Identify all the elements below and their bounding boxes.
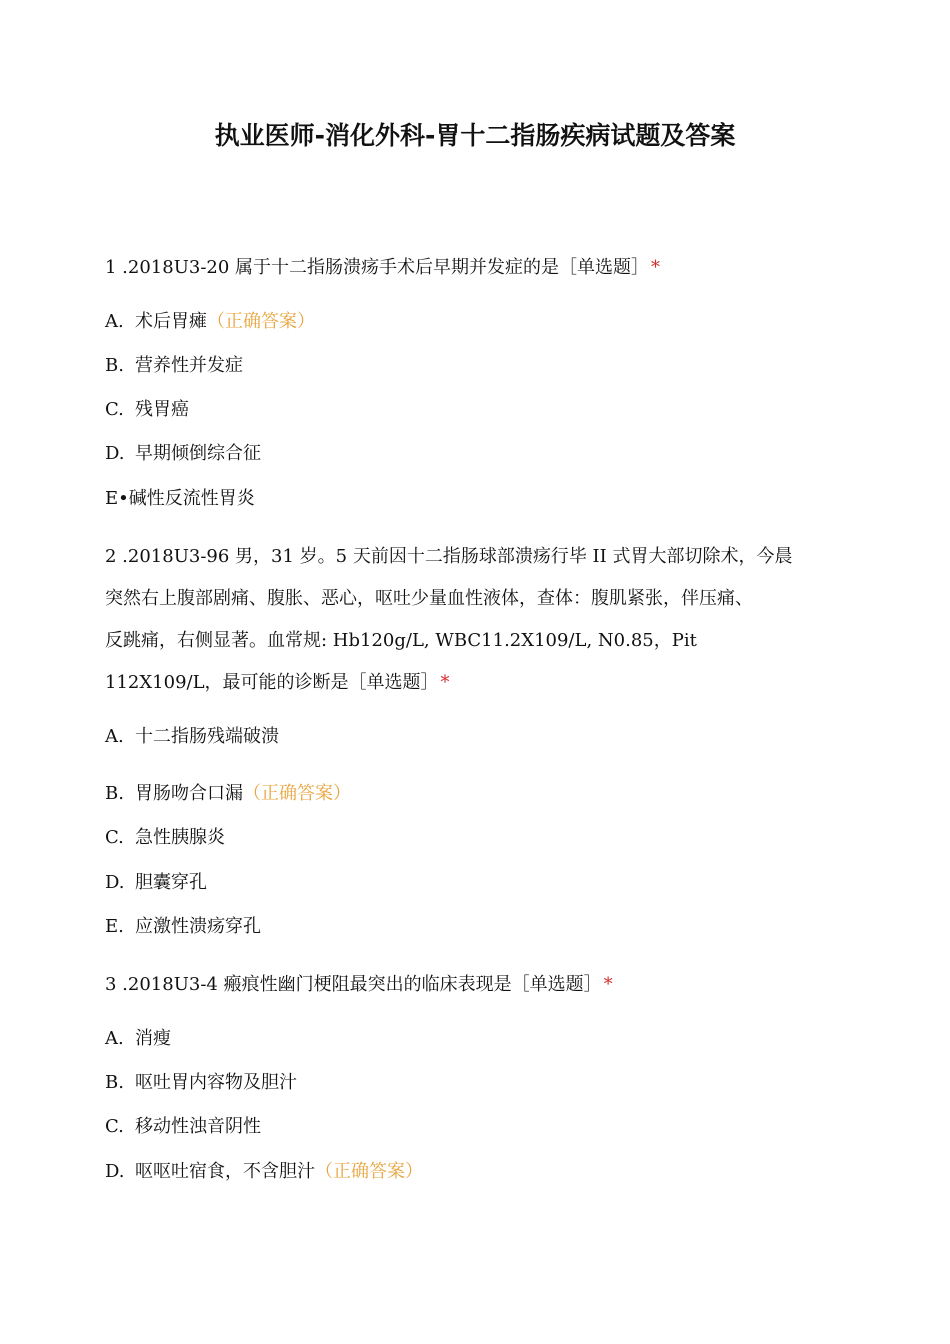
option-text: 早期倾倒综合征 bbox=[135, 443, 261, 464]
question-2-option-e bbox=[105, 914, 261, 940]
option-text: 呕呕吐宿食，不含胆汁 bbox=[135, 1161, 315, 1182]
question-1-option-b bbox=[105, 353, 243, 379]
required-asterisk: * bbox=[440, 672, 450, 693]
option-text: 残胃癌 bbox=[135, 399, 189, 420]
question-1-option-a bbox=[105, 309, 315, 335]
option-letter: D. bbox=[105, 1161, 125, 1182]
option-letter: C. bbox=[105, 827, 124, 848]
option-text: 营养性并发症 bbox=[135, 355, 243, 376]
option-letter: D. bbox=[105, 872, 125, 893]
option-letter: A. bbox=[105, 1028, 124, 1049]
question-3-stem-line-1: 3 .2018U3-4 瘢痕性幽门梗阻最突出的临床表现是［单选题］ bbox=[105, 974, 602, 995]
option-letter: E• bbox=[105, 488, 129, 509]
question-3-option-d bbox=[105, 1159, 423, 1185]
option-text: 胆囊穿孔 bbox=[135, 872, 207, 893]
question-2-stem-line-4-text: 112X109/L，最可能的诊断是［单选题］ bbox=[105, 672, 439, 693]
question-2-stem-line-1: 2 .2018U3-96 男，31 岁。5 天前因十二指肠球部溃疡行毕 II 式胃大部切除术，今晨 bbox=[105, 546, 793, 567]
question-2-option-d bbox=[105, 870, 207, 896]
question-2-stem-line-4 bbox=[105, 670, 450, 696]
required-asterisk: * bbox=[651, 257, 661, 278]
option-text: 碱性反流性胃炎 bbox=[128, 488, 255, 509]
option-letter: C. bbox=[105, 399, 124, 420]
required-asterisk: * bbox=[603, 974, 613, 995]
question-2-option-a bbox=[105, 724, 279, 750]
option-letter: B. bbox=[105, 1072, 124, 1093]
option-text: 术后胃瘫 bbox=[135, 311, 207, 332]
option-letter: C. bbox=[105, 1116, 124, 1137]
option-letter: A. bbox=[105, 726, 124, 747]
question-2-stem-line-3: 反跳痛，右侧显著。血常规: Hb120g/L, WBC11.2X109/L, N0.85，Pit bbox=[105, 630, 697, 651]
question-2-option-b bbox=[105, 781, 351, 807]
option-text: 消瘦 bbox=[135, 1028, 171, 1049]
correct-answer-marker: （正确答案） bbox=[207, 311, 315, 332]
option-letter: E. bbox=[105, 916, 124, 937]
question-3-stem bbox=[105, 972, 613, 998]
question-2-stem-line-2: 突然右上腹部剧痛、腹胀、恶心，呕吐少量血性液体，查体：腹肌紧张，伴压痛、 bbox=[105, 588, 753, 609]
question-1-option-c bbox=[105, 397, 189, 423]
question-3-option-b bbox=[105, 1070, 297, 1096]
option-letter: A. bbox=[105, 311, 124, 332]
question-1-stem bbox=[105, 255, 660, 281]
correct-answer-marker: （正确答案） bbox=[243, 783, 351, 804]
option-text: 十二指肠残端破溃 bbox=[135, 726, 279, 747]
question-1-option-d bbox=[105, 441, 261, 467]
option-text: 移动性浊音阴性 bbox=[135, 1116, 261, 1137]
correct-answer-marker: （正确答案） bbox=[315, 1161, 423, 1182]
question-1-option-e bbox=[105, 486, 255, 512]
question-3-option-a bbox=[105, 1026, 171, 1052]
page-title: 执业医师-消化外科-胃十二指肠疾病试题及答案 bbox=[214, 121, 736, 150]
option-text: 应激性溃疡穿孔 bbox=[135, 916, 261, 937]
option-letter: D. bbox=[105, 443, 125, 464]
option-letter: B. bbox=[105, 355, 124, 376]
question-1-stem-line-1: 1 .2018U3-20 属于十二指肠溃疡手术后早期并发症的是［单选题］ bbox=[105, 257, 650, 278]
option-text: 急性胰腺炎 bbox=[135, 827, 225, 848]
question-2-option-c bbox=[105, 825, 225, 851]
option-letter: B. bbox=[105, 783, 124, 804]
question-3-option-c bbox=[105, 1114, 261, 1140]
option-text: 呕吐胃内容物及胆汁 bbox=[135, 1072, 297, 1093]
option-text: 胃肠吻合口漏 bbox=[135, 783, 243, 804]
